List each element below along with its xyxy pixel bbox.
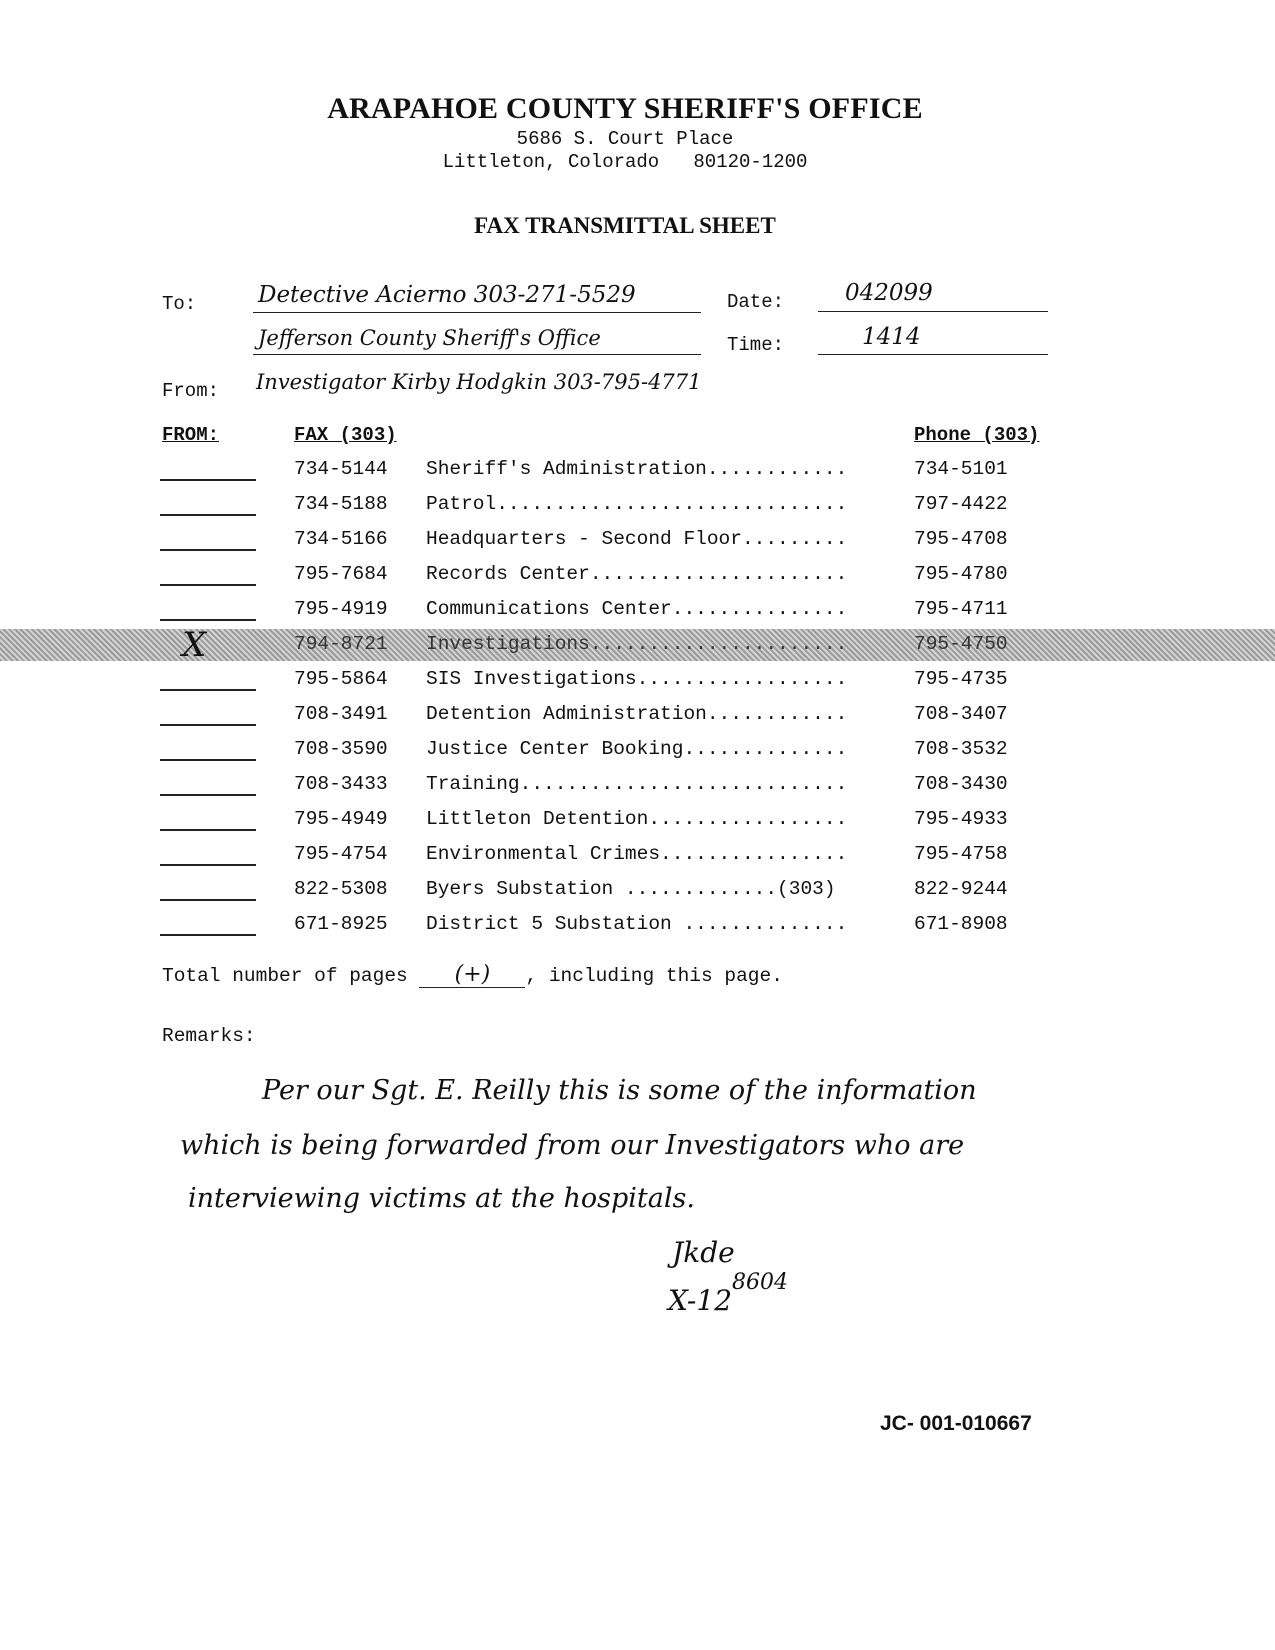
- address-line-1: 5686 S. Court Place: [516, 128, 734, 150]
- selected-x-mark[interactable]: X: [182, 625, 207, 665]
- department-name: SIS Investigations..................: [426, 668, 848, 690]
- to-value-2: Jefferson County Sheriff's Office: [258, 326, 601, 350]
- from-checkbox-line[interactable]: [160, 829, 256, 831]
- table-row: [0, 594, 1275, 626]
- department-name: Training............................: [426, 773, 848, 795]
- fax-number: 734-5144: [294, 458, 388, 480]
- col-header-from: FROM:: [162, 424, 220, 446]
- date-underline: [818, 311, 1048, 312]
- phone-number: 795-4711: [914, 598, 1008, 620]
- time-underline: [818, 354, 1048, 355]
- fax-number: 795-5864: [294, 668, 388, 690]
- fax-number: 671-8925: [294, 913, 388, 935]
- table-row: [0, 699, 1275, 731]
- fax-number: 708-3433: [294, 773, 388, 795]
- fax-number: 795-7684: [294, 563, 388, 585]
- table-row: [0, 559, 1275, 591]
- phone-number: 671-8908: [914, 913, 1008, 935]
- total-pages-line: [162, 962, 783, 988]
- department-name: Byers Substation .............(303): [426, 878, 836, 900]
- table-row: [0, 454, 1275, 486]
- sheet-title: FAX TRANSMITTAL SHEET: [474, 213, 776, 238]
- department-name: Headquarters - Second Floor.........: [426, 528, 848, 550]
- phone-number: 795-4735: [914, 668, 1008, 690]
- table-row: [0, 734, 1275, 766]
- phone-number: 795-4708: [914, 528, 1008, 550]
- document-id: JC- 001-010667: [880, 1412, 1032, 1435]
- from-label: From:: [162, 380, 220, 402]
- total-pages-value: (+): [454, 962, 491, 987]
- phone-number: 795-4758: [914, 843, 1008, 865]
- department-name: Littleton Detention.................: [426, 808, 848, 830]
- department-name: Investigations......................: [426, 633, 848, 655]
- fax-number: 708-3491: [294, 703, 388, 725]
- department-name: Communications Center...............: [426, 598, 848, 620]
- fax-number: 795-4949: [294, 808, 388, 830]
- total-pages-field[interactable]: [419, 962, 525, 988]
- from-checkbox-line[interactable]: [160, 794, 256, 796]
- fax-number: 794-8721: [294, 633, 388, 655]
- from-value: Investigator Kirby Hodgkin 303-795-4771: [256, 370, 702, 394]
- signature-ext: X-12: [668, 1284, 733, 1317]
- phone-number: 795-4780: [914, 563, 1008, 585]
- department-name: Environmental Crimes................: [426, 843, 848, 865]
- remarks-line-1: Per our Sgt. E. Reilly this is some of the information: [262, 1075, 977, 1106]
- from-checkbox-line[interactable]: [160, 549, 256, 551]
- table-row: [0, 874, 1275, 906]
- time-value: 1414: [862, 324, 921, 350]
- department-name: Patrol..............................: [426, 493, 848, 515]
- from-checkbox-line[interactable]: [160, 689, 256, 691]
- col-header-fax: FAX (303): [294, 424, 397, 446]
- fax-number: 734-5188: [294, 493, 388, 515]
- total-pages-suffix: , including this page.: [525, 965, 783, 987]
- phone-number: 708-3407: [914, 703, 1008, 725]
- col-header-phone: Phone (303): [914, 424, 1040, 446]
- phone-number: 734-5101: [914, 458, 1008, 480]
- from-checkbox-line[interactable]: [160, 724, 256, 726]
- phone-number: 822-9244: [914, 878, 1008, 900]
- table-row: [0, 769, 1275, 801]
- table-row: [0, 489, 1275, 521]
- phone-number: 797-4422: [914, 493, 1008, 515]
- table-row: [0, 839, 1275, 871]
- department-name: Sheriff's Administration............: [426, 458, 848, 480]
- from-checkbox-line[interactable]: [160, 619, 256, 621]
- department-name: District 5 Substation ..............: [426, 913, 848, 935]
- organization-title: ARAPAHOE COUNTY SHERIFF'S OFFICE: [327, 92, 923, 125]
- from-checkbox-line[interactable]: [160, 759, 256, 761]
- fax-number: 734-5166: [294, 528, 388, 550]
- phone-number: 708-3532: [914, 738, 1008, 760]
- to-label: To:: [162, 293, 197, 315]
- fax-number: 822-5308: [294, 878, 388, 900]
- table-row-selected: [0, 625, 1275, 665]
- from-checkbox-line[interactable]: [160, 479, 256, 481]
- department-name: Detention Administration............: [426, 703, 848, 725]
- table-row: [0, 909, 1275, 941]
- signature-initials: Jkde: [672, 1236, 735, 1269]
- table-row: [0, 664, 1275, 696]
- fax-number: 795-4754: [294, 843, 388, 865]
- remarks-label: Remarks:: [162, 1025, 256, 1047]
- total-pages-prefix: Total number of pages: [162, 965, 420, 987]
- table-row: [0, 804, 1275, 836]
- to-value: Detective Acierno 303-271-5529: [258, 282, 636, 308]
- department-name: Records Center......................: [426, 563, 848, 585]
- phone-number: 708-3430: [914, 773, 1008, 795]
- fax-number: 795-4919: [294, 598, 388, 620]
- date-label: Date:: [727, 291, 785, 313]
- to-underline: [253, 312, 701, 313]
- to-underline-2: [253, 354, 701, 355]
- from-checkbox-line[interactable]: [160, 934, 256, 936]
- signature-badge: 8604: [732, 1270, 788, 1295]
- from-checkbox-line[interactable]: [160, 899, 256, 901]
- from-checkbox-line[interactable]: [160, 864, 256, 866]
- date-value: 042099: [845, 280, 933, 306]
- phone-number: 795-4933: [914, 808, 1008, 830]
- remarks-line-3: interviewing victims at the hospitals.: [188, 1183, 695, 1214]
- address-line-2: Littleton, Colorado 80120-1200: [442, 151, 808, 173]
- remarks-line-2: which is being forwarded from our Investigators who are: [180, 1130, 965, 1161]
- fax-number: 708-3590: [294, 738, 388, 760]
- from-checkbox-line[interactable]: [160, 584, 256, 586]
- department-name: Justice Center Booking..............: [426, 738, 848, 760]
- table-row: [0, 524, 1275, 556]
- from-checkbox-line[interactable]: [160, 514, 256, 516]
- phone-number: 795-4750: [914, 633, 1008, 655]
- time-label: Time:: [727, 334, 785, 356]
